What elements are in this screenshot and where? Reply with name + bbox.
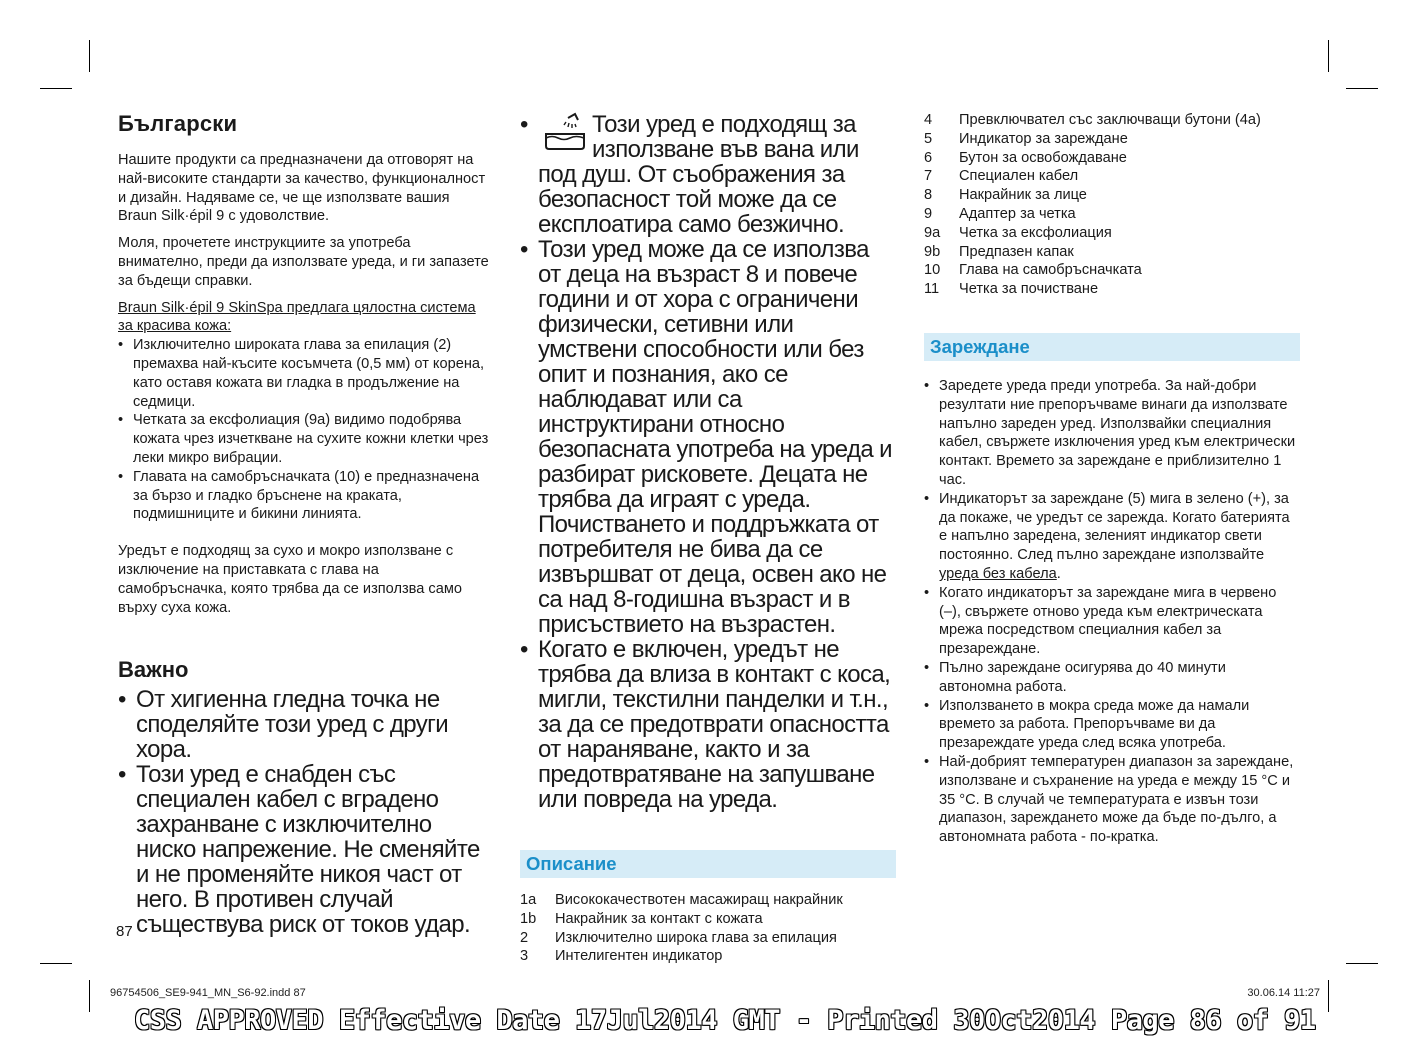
column-left — [118, 108, 490, 937]
footer-file-info: 96754506_SE9-941_MN_S6-92.indd 87 — [110, 987, 306, 999]
list-item: 1a Висококачествотен масажиращ накрайник — [520, 892, 843, 908]
section-header-description: Описание — [520, 850, 896, 878]
features-list — [118, 336, 490, 524]
list-item: • Четката за ексфолиация (9a) видимо подобрява кожата чрез изчеткване на сухите кожни клетки чрез леки микро вибрации. — [118, 411, 490, 467]
list-item: 11 Четка за почистване — [924, 281, 1099, 298]
crop-mark — [1328, 40, 1329, 72]
list-item: • Този уред може да се използва от деца на възраст 8 и повече години и от хора с ограничени физически, сетивни или умствени способности или без опит и познания, ако се наблюдават или са инструктирани относно безопасната употреба на уреда и разбират рисковете. Децата не трябва да играят с уреда. Почистването и поддръжката от потребителя не бива да се извършват от деца, освен ако не са над 8-годишна възраст и в присъствието на възрастен. — [520, 237, 896, 637]
crop-mark — [40, 88, 72, 89]
list-item: • От хигиенна гледна точка не споделяйте този уред с други хора. — [118, 687, 490, 762]
crop-mark — [40, 963, 72, 964]
list-item: 10 Глава на самобръсначката — [924, 262, 1142, 279]
crop-mark — [1346, 88, 1378, 89]
footer-date: 30.06.14 11:27 — [1247, 987, 1320, 999]
column-right — [924, 111, 1300, 857]
crop-mark — [89, 40, 90, 72]
description-list — [520, 891, 896, 966]
list-item: 9a Четка за ексфолиация — [924, 224, 1112, 241]
approval-stamp: CSS APPROVED Effective Date 17Jul2014 GMT - Printed 30Oct2014 Page 86 of 91 — [134, 1005, 1316, 1036]
charging-list — [924, 377, 1300, 847]
list-item: 5 Индикатор за зареждане — [924, 130, 1128, 147]
crop-mark — [89, 980, 90, 1012]
wet-dry-paragraph: Уредът е подходящ за сухо и мокро използване с изключение на приставката с глава на самобръсначка, която трябва да се използва само върху суха кожа. — [118, 543, 462, 616]
list-item: • Най-добрият температурен диапазон за зареждане, използване и съхранение на уреда е между 15 °C и 35 °C. В случай че температурата е извън този диапазон, зареждането може да бъде по-дълго, а автономната работа - по-кратка. — [924, 753, 1300, 847]
list-item: 9 Адаптер за четка — [924, 205, 1076, 222]
list-item: 7 Специален кабел — [924, 168, 1079, 185]
list-item: • Когато е включен, уредът не трябва да влиза в контакт с коса, мигли, текстилни панделки и т.н., за да се предотврати опасността от нараняване, както и за предотвратяване на запушване или повреда на уреда. — [520, 637, 896, 812]
parts-list — [924, 111, 1300, 299]
crop-mark — [1328, 980, 1329, 1012]
list-item: • Този уред е снабден със специален кабел с вградено захранване с изключително ниско напрежение. Не сменяйте и не променяйте никоя част от него. В противен случай съществува риск от токов удар. — [118, 762, 490, 937]
list-item: 6 Бутон за освобождаване — [924, 149, 1127, 166]
page-title: Български — [118, 111, 238, 136]
list-item: • Заредете уреда преди употреба. За най-добри резултати ние препоръчваме винаги да използвате напълно зареден уред. Използвайки специалния кабел, свържете изключения уред към електрически контакт. Времето за зареждане е приблизително 1 час. — [924, 377, 1300, 490]
crop-mark — [1346, 963, 1378, 964]
list-item: 1b Накрайник за контакт с кожата — [520, 910, 763, 927]
important-heading: Важно — [118, 657, 189, 683]
list-item: 8 Накрайник за лице — [924, 187, 1087, 204]
safety-list — [520, 112, 896, 812]
list-item: • Използването в мокра среда може да намали времето за работа. Препоръчваме ви да презареждате уреда след всяка употреба. — [924, 697, 1300, 753]
section-header-charging: Зареждане — [924, 333, 1300, 361]
intro-text — [118, 151, 490, 617]
page-number: 87 — [116, 923, 133, 940]
list-item: • Пълно зареждане осигурява до 40 минути автономна работа. — [924, 659, 1300, 697]
column-middle — [520, 108, 896, 966]
list-item: 4 Превключвател със заключващи бутони (4a) — [924, 112, 1261, 128]
list-item: • Този уред е подходящ за използване във вана или под душ. От съображения за безопасност той може да се експлоатира само безжично. — [520, 112, 896, 237]
bath-shower-icon — [542, 112, 588, 152]
list-item: • Изключително широката глава за епилация (2) премахва най-късите косъмчета (0,5 мм) от корена, като оставя кожата ви гладка в продължение на седмици. — [118, 336, 490, 411]
list-item: • Когато индикаторът за зареждане мига в червено (–), свържете отново уреда към електрическата мрежа посредством специалния кабел за презареждане. — [924, 584, 1300, 659]
list-item: 9b Предпазен капак — [924, 243, 1074, 260]
intro-paragraph: Нашите продукти са предназначени да отговорят на най-високите стандарти за качество, функционалност и дизайн. Надяваме се, че ще използвате вашия Braun Silk·épil 9 с удоволствие. — [118, 152, 486, 225]
list-item: 2 Изключително широка глава за епилация — [520, 929, 837, 946]
intro-paragraph: Моля, прочетете инструкциите за употреба внимателно, преди да използвате уреда, и ги запазете за бъдещи справки. — [118, 235, 489, 289]
list-item: • Главата на самобръсначката (10) е предназначена за бързо и гладко бръснене на краката, подмишниците и бикини линията. — [118, 468, 490, 524]
important-list — [118, 687, 490, 937]
features-lead: Braun Silk·épil 9 SkinSpa предлага цялостна система за красива кожа: — [118, 299, 476, 335]
cordless-link: уреда без кабела — [939, 565, 1057, 582]
list-item: • Индикаторът за зареждане (5) мига в зелено (+), за да покаже, че уредът се зарежда. Когато батерията е напълно заредена, зеленият индикатор свети постоянно. След пълно зареждане използвайте уреда без кабела. — [924, 490, 1300, 584]
list-item: 3 Интелигентен индикатор — [520, 948, 723, 965]
